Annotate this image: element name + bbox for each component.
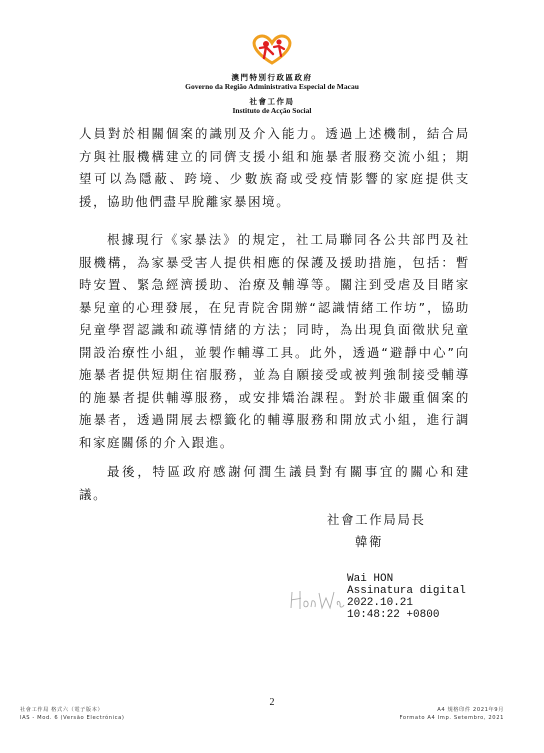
page-number: 2 <box>269 697 275 708</box>
footer-format-portuguese: Formato A4 Imp. Setembro, 2021 <box>399 715 504 721</box>
footer-format-chinese: A4 規格印件 2021年9月 <box>437 707 504 713</box>
handwritten-signature <box>288 584 346 614</box>
footer-form-portuguese: IAS - Mod. 6 (Versão Electrónica) <box>20 715 125 721</box>
body-paragraph: 根據現行《家暴法》的規定，社工局聯同各公共部門及社服機構，為家暴受害人提供相應的保護及援助措施，包括：暫時安置、緊急經濟援助、治療及輔導等。關注到受虐及目睹家暴兒童的心理發展，在兒青院舍開辦“認識情緒工作坊”，協助兒童學習認識和疏導情緒的方法；同時，為出現負面徵狀兒童開設治療性小組，並製作輔導工具。此外，透過“避靜中心”向施暴者提供短期住宿服務，並為自願接受或被判強制接受輔導的施暴者提供輔導服務，或安排矯治課程。對於非嚴重個案的施暴者，透過開展去標籤化的輔導服務和開放式小組，進行調和家庭關係的介入跟進。 <box>79 232 470 450</box>
digital-signature-label: Assinatura digital <box>347 585 466 597</box>
digital-signature-date: 2022.10.21 <box>347 597 414 609</box>
digital-signature-time: 10:48:22 +0800 <box>347 609 440 621</box>
footer-form-chinese: 社會工作局 格式六（電子版本） <box>20 707 104 713</box>
signatory-name: 韓衛 <box>355 534 384 549</box>
bureau-name-portuguese: Instituto de Acção Social <box>232 106 312 115</box>
body-paragraph: 最後，特區政府感謝何潤生議員對有關事宜的關心和建議。 <box>79 464 470 502</box>
government-name-portuguese: Governo da Região Administrativa Especial de Macau <box>185 82 359 91</box>
government-name-chinese: 澳門特別行政區政府 <box>231 73 313 82</box>
ias-logo <box>246 32 298 66</box>
bureau-name-chinese: 社會工作局 <box>249 97 295 106</box>
signatory-title: 社會工作局局長 <box>327 512 426 527</box>
body-paragraph: 人員對於相關個案的識別及介入能力。透過上述機制，結合局方與社服機構建立的同儕支援小組和施暴者服務交流小組；期望可以為隱蔽、跨境、少數族裔或受疫情影響的家庭提供支援，協助他們盡早脫離家暴困境。 <box>79 126 470 209</box>
digital-signature-signer: Wai HON <box>347 573 394 585</box>
